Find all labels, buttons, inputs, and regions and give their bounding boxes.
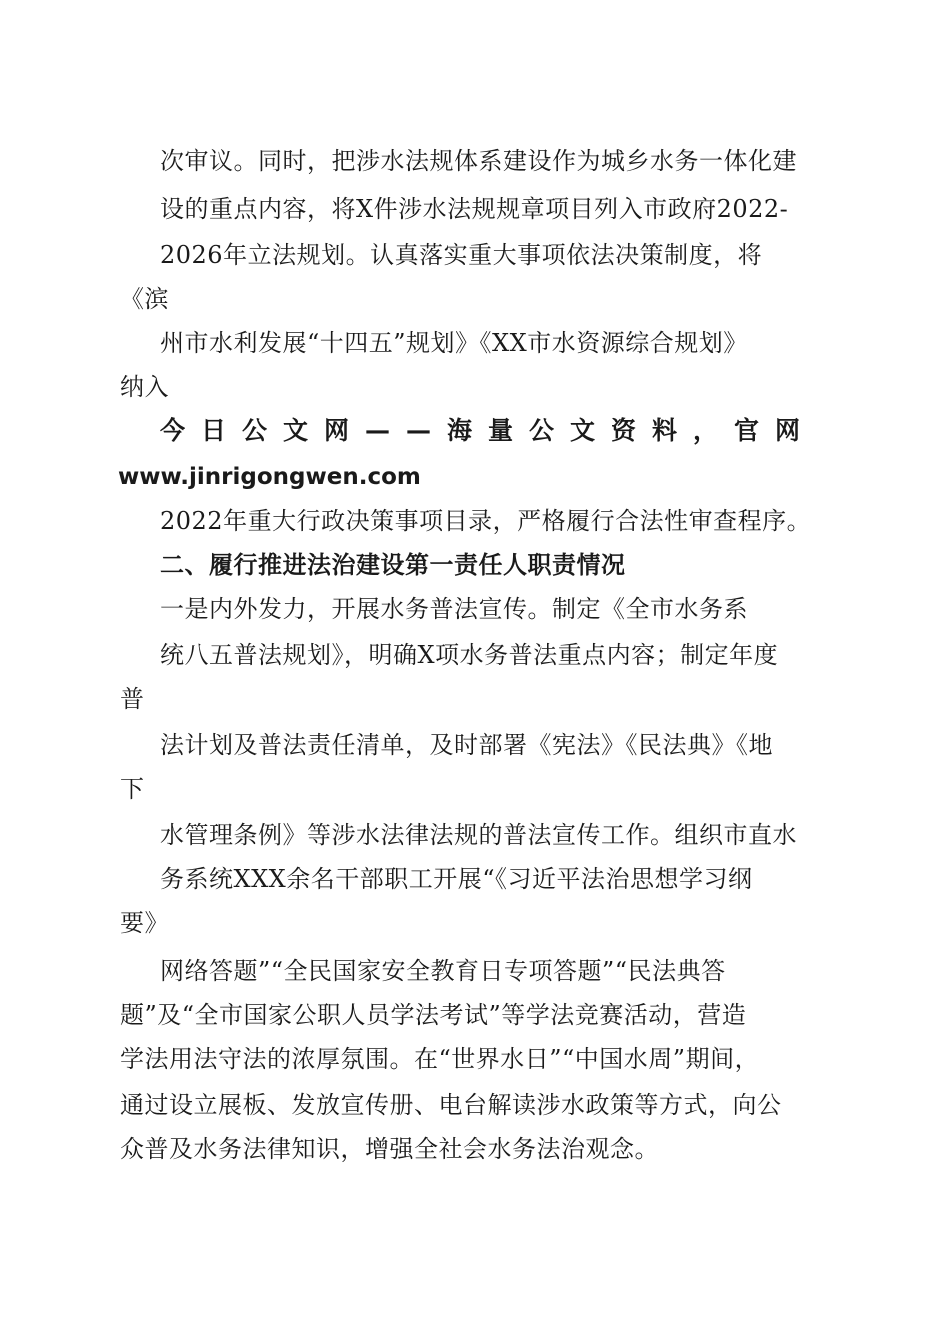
section-heading: 二、履行推进法治建设第一责任人职责情况 xyxy=(160,551,626,579)
body-line: 统八五普法规划》，明确X项水务普法重点内容；制定年度 xyxy=(160,641,779,669)
body-line: 务系统XXX余名干部职工开展“《习近平法治思想学习纲 xyxy=(160,865,753,893)
body-line: 学法用法守法的浓厚氛围。在“世界水日”“中国水周”期间， xyxy=(120,1045,760,1073)
body-line: 水管理条例》等涉水法律法规的普法宣传工作。组织市直水 xyxy=(160,821,797,849)
body-line: 2026年立法规划。认真落实重大事项依法决策制度，将 xyxy=(160,241,763,269)
body-line: 通过设立展板、发放宣传册、电台解读涉水政策等方式，向公 xyxy=(120,1091,782,1119)
body-line: 州市水利发展“十四五”规划》《XX市水资源综合规划》 xyxy=(160,329,748,357)
body-line: 2022年重大行政决策事项目录，严格履行合法性审查程序。 xyxy=(160,507,812,535)
body-line: 法计划及普法责任清单，及时部署《宪法》《民法典》《地 xyxy=(160,731,773,759)
watermark-title: 今日公文网——海量公文资料，官网 xyxy=(160,416,817,445)
body-line: 下 xyxy=(120,775,145,803)
body-line: 要》 xyxy=(120,909,169,937)
body-line: 《滨 xyxy=(120,285,169,313)
body-line: 普 xyxy=(120,685,145,713)
body-line: 设的重点内容，将X件涉水法规规章项目列入市政府2022- xyxy=(160,195,789,223)
body-line: 题”及“全市国家公职人员学法考试”等学法竞赛活动，营造 xyxy=(120,1001,747,1029)
body-line: 网络答题”“全民国家安全教育日专项答题”“民法典答 xyxy=(160,957,726,985)
body-line: 众普及水务法律知识，增强全社会水务法治观念。 xyxy=(120,1135,659,1163)
body-line: 纳入 xyxy=(120,373,169,401)
watermark-url[interactable]: www.jinrigongwen.com xyxy=(118,464,421,490)
body-line: 一是内外发力，开展水务普法宣传。制定《全市水务系 xyxy=(160,595,748,623)
body-line: 次审议。同时，把涉水法规体系建设作为城乡水务一体化建 xyxy=(160,147,797,175)
